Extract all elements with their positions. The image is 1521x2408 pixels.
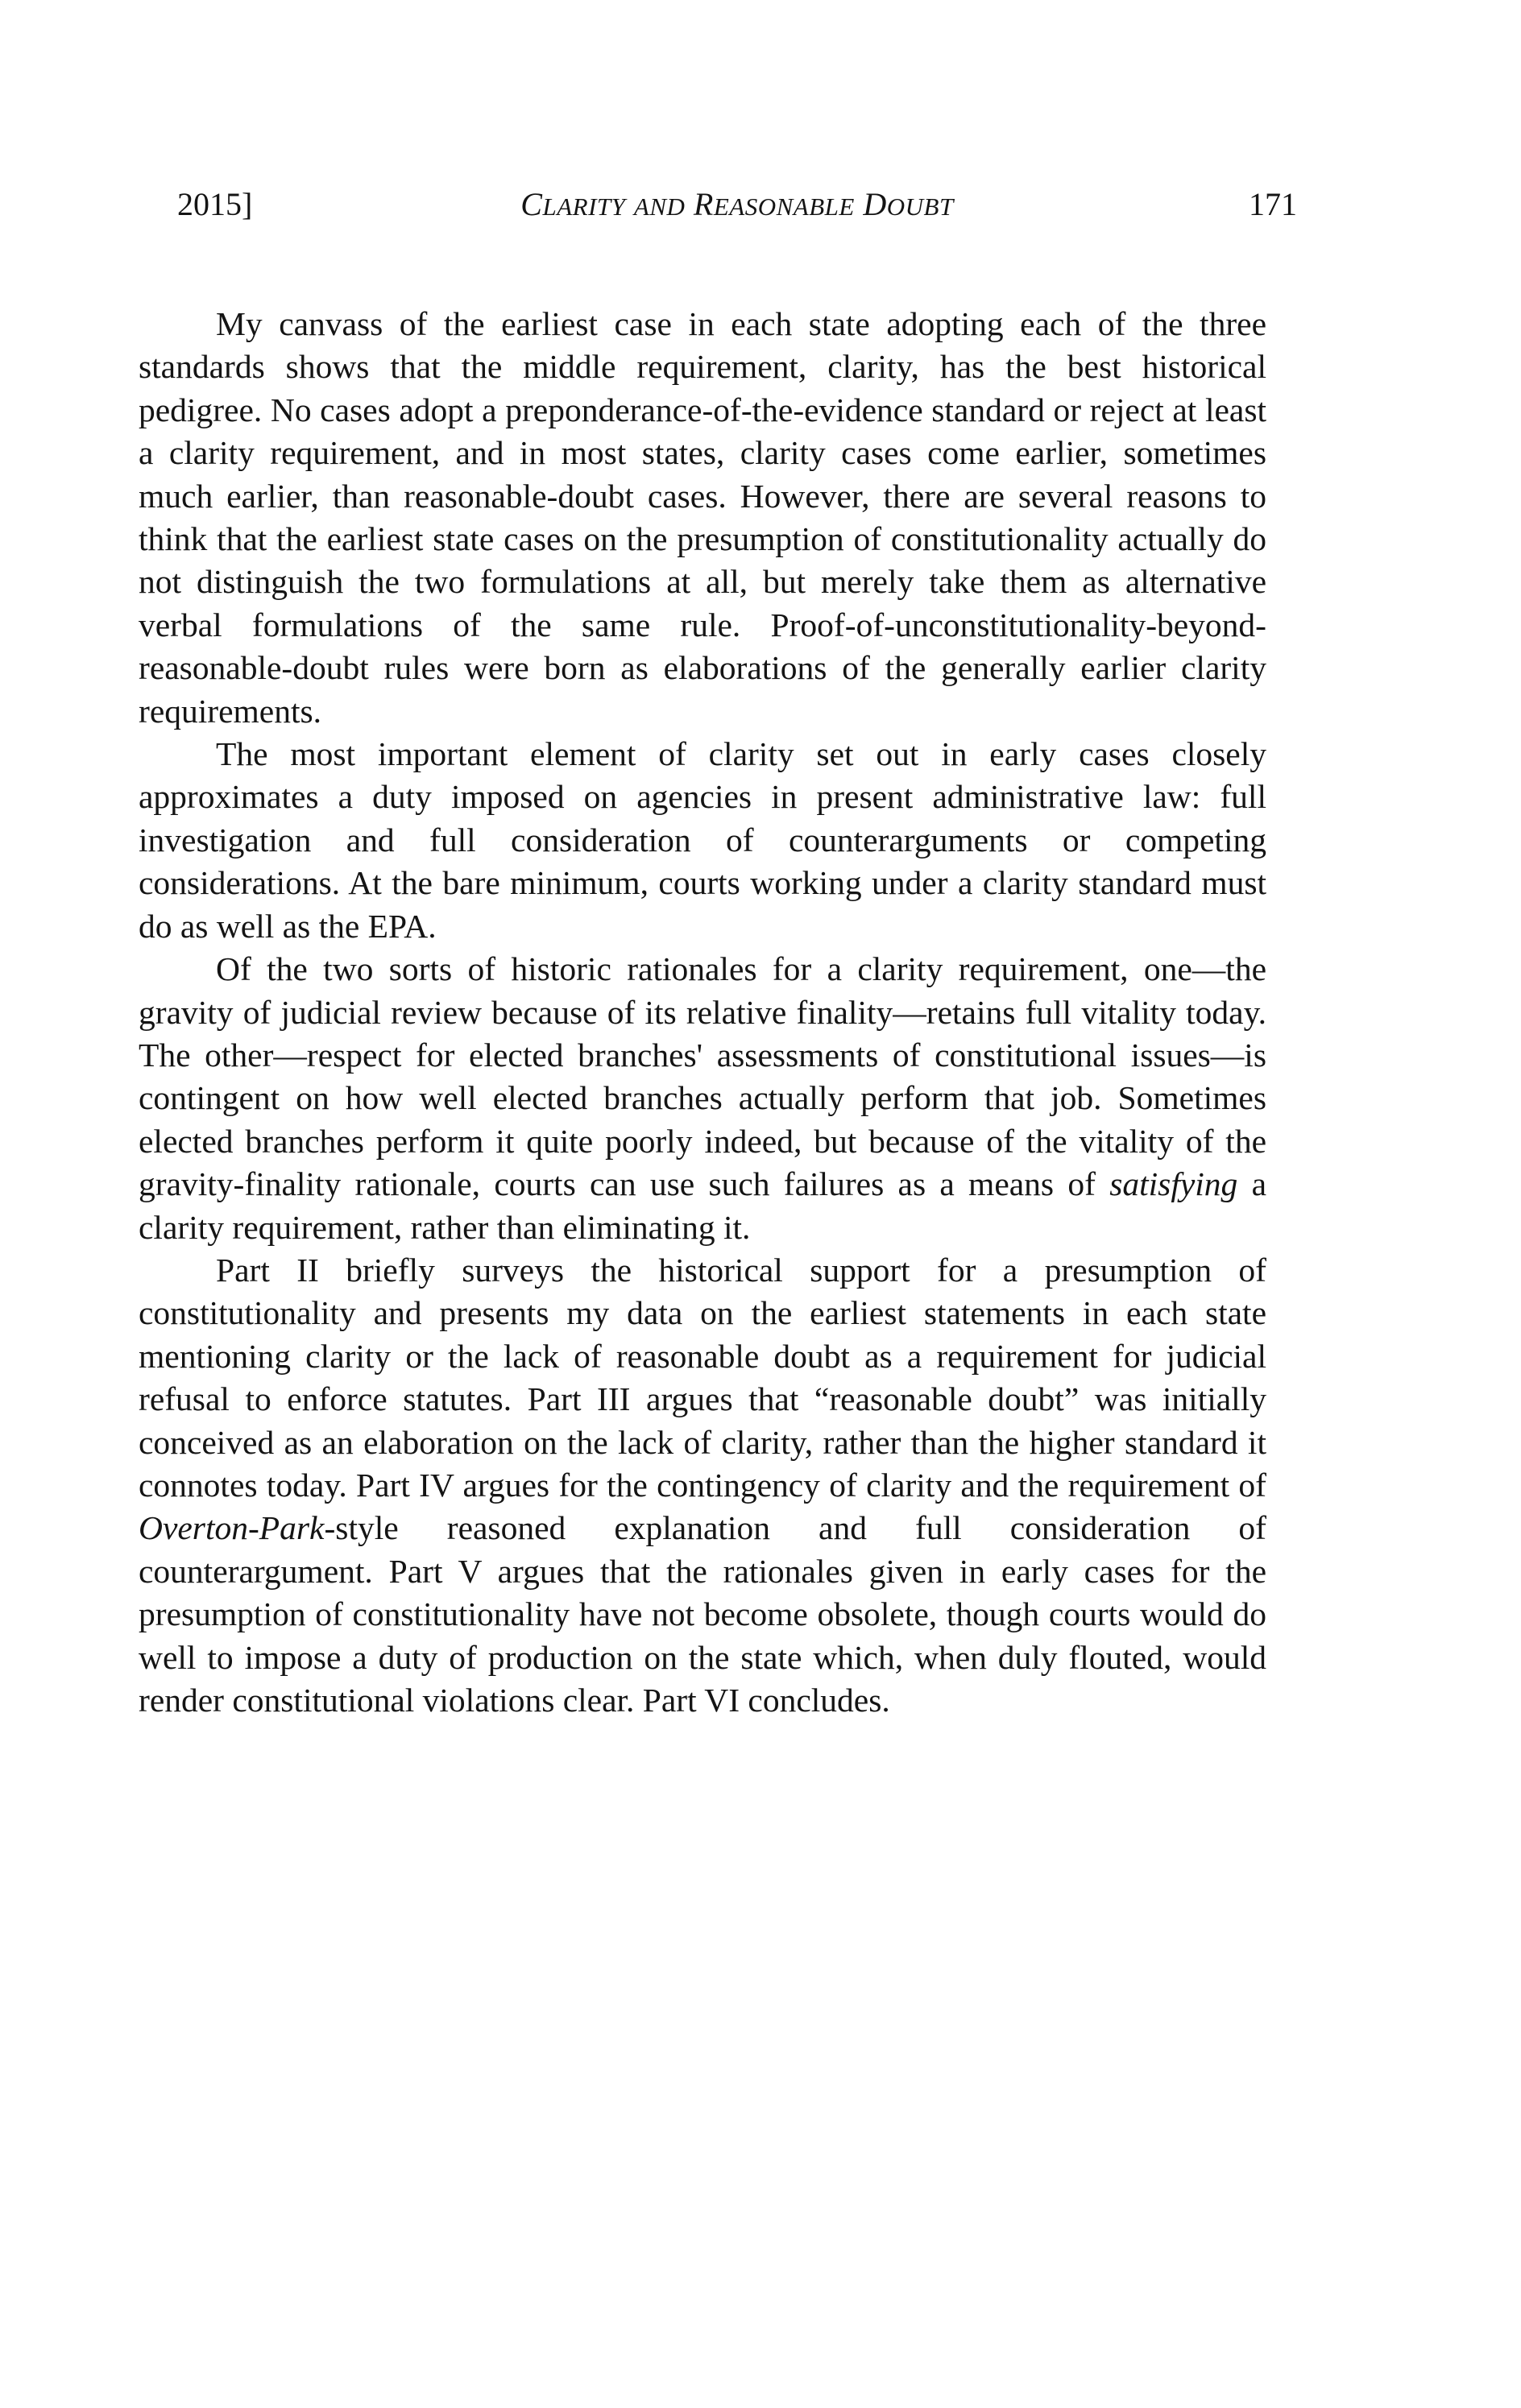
emphasized-text: Overton-Park bbox=[139, 1509, 325, 1547]
paragraph-text: a clarity requirement, rather than eliminating it. bbox=[139, 1165, 1266, 1246]
title-smallcaps: LARITY bbox=[542, 192, 626, 221]
title-smallcaps: OUBT bbox=[886, 192, 954, 221]
paragraph bbox=[139, 948, 1266, 1249]
title-initial: D bbox=[863, 186, 887, 222]
page-number: 171 bbox=[1249, 186, 1297, 222]
paragraph-text: Of the two sorts of historic rationales for a clarity requirement, one—the gravity of judicial review because of its relative finality—retains full vitality today. The other—respect for elected branches' assessments of constitutional issues—is contingent on how well elected branches actually perform that job. Sometimes elected branches perform it quite poorly indeed, but because of the vitality of the gravity-finality rationale, courts can use such failures as a means of bbox=[139, 950, 1266, 1203]
paragraph: The most important element of clarity set out in early cases closely approximates a duty imposed on agencies in present administrative law: full investigation and full consideration of counterarguments or competing considerations. At the bare minimum, courts working under a clarity standard must do as well as the EPA. bbox=[139, 735, 1266, 945]
title-initial: C bbox=[520, 186, 543, 222]
running-header bbox=[177, 180, 1297, 229]
body-text bbox=[139, 303, 1266, 1722]
paragraph bbox=[139, 1249, 1266, 1722]
title-initial: R bbox=[693, 186, 714, 222]
title-conjunction: AND bbox=[633, 192, 686, 221]
paragraph: My canvass of the earliest case in each state adopting each of the three standards shows that the middle requirement, clarity, has the best historical pedigree. No cases adopt a preponderance-of-the-evidence standard or reject at least a clarity requirement, and in most states, clarity cases come earlier, sometimes much earlier, than reasonable-doubt cases. However, there are several reasons to think that the earliest state cases on the presumption of constitutionality actually do not distinguish the two formulations at all, but merely take them as alternative verbal formulations of the same rule. Proof-of-unconstitutionality-beyond-reasonable-doubt rules were born as elaborations of the generally earlier clarity requirements. bbox=[139, 305, 1266, 730]
emphasized-text: satisfying bbox=[1109, 1165, 1238, 1203]
running-title bbox=[177, 180, 1297, 231]
volume-year: 2015] bbox=[177, 186, 253, 222]
paragraph-text: -style reasoned explanation and full consideration of counterargument. Part V argues that the rationales given in early cases for the presumption of constitutionality have not become obsolete, though courts would do well to impose a duty of production on the state which, when duly flouted, would render constitutional violations clear. Part VI concludes. bbox=[139, 1509, 1266, 1719]
title-smallcaps: EASONABLE bbox=[713, 192, 855, 221]
paragraph-text: Part II briefly surveys the historical support for a presumption of constitutionality and presents my data on the earliest statements in each state mentioning clarity or the lack of reasonable doubt as a requirement for judicial refusal to enforce statutes. Part III argues that “reasonable doubt” was initially conceived as an elaboration on the lack of clarity, rather than the higher standard it connotes today. Part IV argues for the contingency of clarity and the requirement of bbox=[139, 1251, 1266, 1504]
